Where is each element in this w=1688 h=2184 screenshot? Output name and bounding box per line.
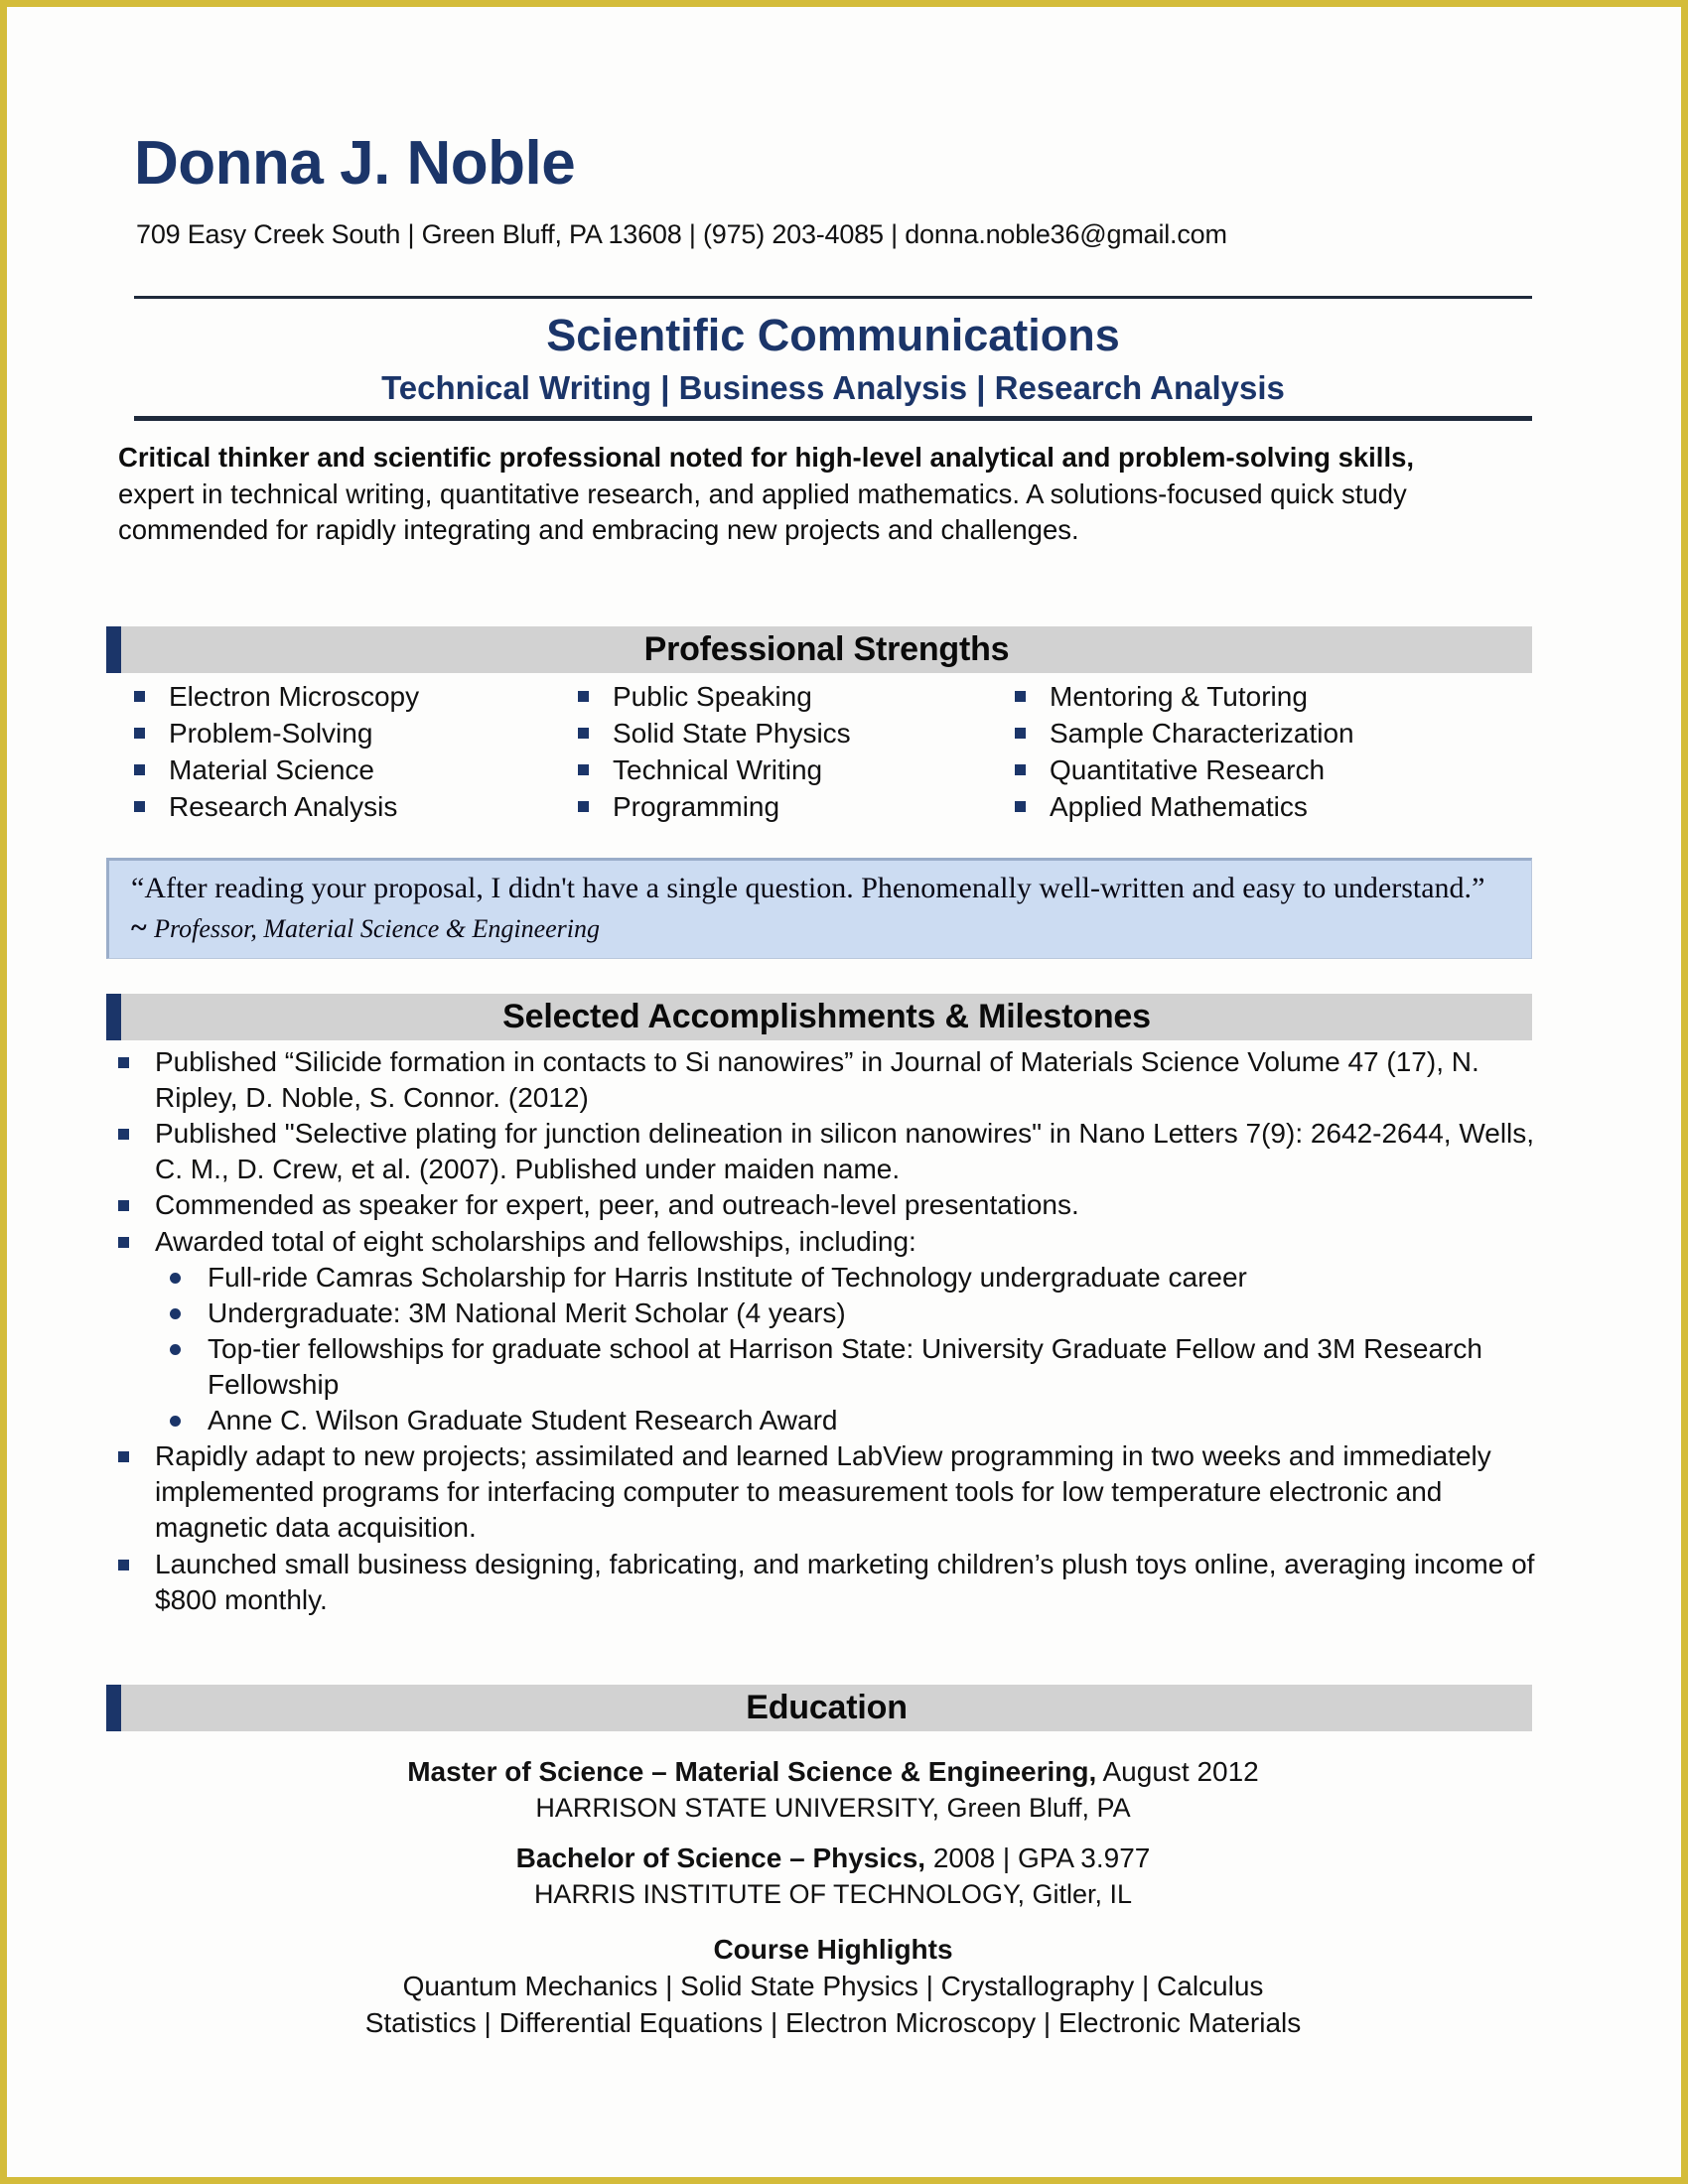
strength-label: Programming [613, 791, 780, 822]
accomplishment-text: Undergraduate: 3M National Merit Scholar (4 years) [208, 1297, 846, 1328]
square-bullet-icon [578, 691, 589, 702]
section-title-accomplishments: Selected Accomplishments & Milestones [502, 998, 1151, 1035]
square-bullet-icon [134, 764, 145, 775]
section-tab-icon [106, 1685, 121, 1731]
square-bullet-icon [118, 1129, 129, 1140]
list-item [118, 1187, 1538, 1223]
accomplishment-text: Awarded total of eight scholarships and fellowships, including: [155, 1225, 916, 1257]
list-item [134, 678, 578, 715]
spacer [134, 1827, 1532, 1841]
header-rule-bottom [134, 416, 1532, 421]
list-item [1015, 678, 1532, 715]
strength-label: Material Science [169, 754, 374, 785]
quote-body: After reading your proposal, I didn't have a single question. Phenomenally well-written and easy to understand. [144, 872, 1473, 904]
square-bullet-icon [1015, 801, 1026, 812]
headline: Scientific Communications [546, 310, 1120, 360]
page-title: Donna J. Noble [134, 129, 576, 198]
square-bullet-icon [1015, 728, 1026, 739]
section-tab-icon [106, 994, 121, 1040]
summary-bold: Critical thinker and scientific professional noted for high-level analytical and problem-solving skills, [118, 442, 1415, 473]
list-item [118, 1116, 1538, 1187]
round-bullet-icon [170, 1416, 181, 1427]
list-item [134, 715, 578, 751]
square-bullet-icon [578, 801, 589, 812]
course-highlights-title: Course Highlights [713, 1934, 953, 1966]
square-bullet-icon [1015, 764, 1026, 775]
list-item [578, 678, 1015, 715]
resume-sheet [7, 7, 1681, 2177]
list-item [118, 1438, 1538, 1546]
strength-label: Quantitative Research [1050, 754, 1326, 785]
education-block [134, 1754, 1532, 2041]
list-item [134, 751, 578, 788]
testimonial-attribution: Professor, Material Science & Engineering [154, 914, 601, 944]
section-header-accomplishments [106, 994, 1532, 1040]
square-bullet-icon [134, 691, 145, 702]
testimonial-text [131, 869, 1509, 948]
strength-label: Applied Mathematics [1050, 791, 1308, 822]
list-item [170, 1260, 1538, 1296]
strength-label: Mentoring & Tutoring [1050, 681, 1308, 712]
accomplishment-text: Commended as speaker for expert, peer, and outreach-level presentations. [155, 1189, 1079, 1221]
list-item [578, 751, 1015, 788]
accomplishment-text: Full-ride Camras Scholarship for Harris Institute of Technology undergraduate career [208, 1261, 1247, 1293]
list-item [118, 1224, 1538, 1260]
degree-line [134, 1754, 1532, 1791]
list-item [578, 788, 1015, 825]
list-item [134, 788, 578, 825]
round-bullet-icon [170, 1344, 181, 1355]
accomplishments-list [118, 1044, 1538, 1618]
section-title-education: Education [746, 1689, 908, 1726]
list-item [118, 1547, 1538, 1618]
course-line: Statistics | Differential Equations | Electron Microscopy | Electronic Materials [364, 2006, 1302, 2038]
summary-rest: expert in technical writing, quantitative research, and applied mathematics. A solutions-focused quick study commended for rapidly integrating and embracing new projects and challenges. [118, 478, 1407, 546]
contact-line: 709 Easy Creek South | Green Bluff, PA 13608 | (975) 203-4085 | donna.noble36@gmail.com [136, 219, 1227, 249]
square-bullet-icon [118, 1560, 129, 1570]
section-title-strengths: Professional Strengths [643, 630, 1010, 668]
school-line: HARRISON STATE UNIVERSITY, Green Bluff, PA [535, 1792, 1131, 1823]
strength-label: Solid State Physics [613, 718, 851, 749]
strength-label: Technical Writing [613, 754, 823, 785]
section-tab-icon [106, 626, 121, 673]
degree-line [134, 1841, 1532, 1877]
header-rule-top [134, 296, 1532, 299]
list-item [118, 1044, 1538, 1116]
list-item [170, 1403, 1538, 1438]
square-bullet-icon [118, 1451, 129, 1462]
accomplishment-text: Top-tier fellowships for graduate school at Harrison State: University Graduate Fellow and 3M Research Fellowship [208, 1332, 1482, 1400]
square-bullet-icon [118, 1237, 129, 1248]
list-item [170, 1331, 1538, 1403]
round-bullet-icon [170, 1308, 181, 1319]
degree-name: Master of Science – Material Science & Engineering, [407, 1756, 1097, 1787]
accomplishment-text: Published "Selective plating for junction delineation in silicon nanowires" in Nano Letters 7(9): 2642-2644, Wells, C. M., D. Crew, et al. (2007). Published under maiden name. [155, 1118, 1535, 1185]
list-item [578, 715, 1015, 751]
accomplishment-text: Launched small business designing, fabricating, and marketing children’s plush toys online, averaging income of $800 monthly. [155, 1548, 1535, 1615]
school-line: HARRIS INSTITUTE OF TECHNOLOGY, Gitler, IL [533, 1878, 1133, 1909]
accomplishment-text: Anne C. Wilson Graduate Student Research Award [208, 1405, 838, 1436]
course-line: Quantum Mechanics | Solid State Physics | Crystallography | Calculus [402, 1970, 1264, 2001]
section-header-bg [121, 626, 1532, 673]
tilde-icon: ~ [131, 911, 147, 945]
list-item [170, 1296, 1538, 1331]
square-bullet-icon [1015, 691, 1026, 702]
degree-detail: August 2012 [1096, 1756, 1259, 1787]
square-bullet-icon [134, 728, 145, 739]
section-header-education [106, 1685, 1532, 1731]
square-bullet-icon [134, 801, 145, 812]
list-item [1015, 715, 1532, 751]
strength-label: Problem-Solving [169, 718, 373, 749]
section-header-bg [121, 994, 1532, 1040]
professional-summary [118, 440, 1449, 549]
round-bullet-icon [170, 1273, 181, 1284]
accomplishment-text: Published “Silicide formation in contacts to Si nanowires” in Journal of Materials Science Volume 47 (17), N. Ripley, D. Noble, S. Connor. (2012) [155, 1046, 1479, 1114]
list-item [1015, 751, 1532, 788]
degree-name: Bachelor of Science – Physics, [515, 1842, 926, 1873]
testimonial-box [106, 858, 1532, 959]
square-bullet-icon [118, 1057, 129, 1068]
degree-detail: 2008 | GPA 3.977 [925, 1842, 1151, 1873]
strength-label: Electron Microscopy [169, 681, 420, 712]
square-bullet-icon [118, 1200, 129, 1211]
strength-label: Public Speaking [613, 681, 812, 712]
section-header-strengths [106, 626, 1532, 673]
quote-close-mark: ” [1472, 872, 1485, 904]
strength-label: Research Analysis [169, 791, 398, 822]
accomplishment-text: Rapidly adapt to new projects; assimilated and learned LabView programming in two weeks and immediately implemented programs for interfacing computer to measurement tools for low temperature electronic and magnetic data acquisition. [155, 1440, 1491, 1544]
strength-label: Sample Characterization [1050, 718, 1354, 749]
quote-open-mark: “ [131, 872, 145, 904]
list-item [1015, 788, 1532, 825]
square-bullet-icon [578, 728, 589, 739]
strengths-grid [134, 678, 1532, 825]
subheadline: Technical Writing | Business Analysis | Research Analysis [381, 369, 1285, 406]
square-bullet-icon [578, 764, 589, 775]
section-header-bg [121, 1685, 1532, 1731]
